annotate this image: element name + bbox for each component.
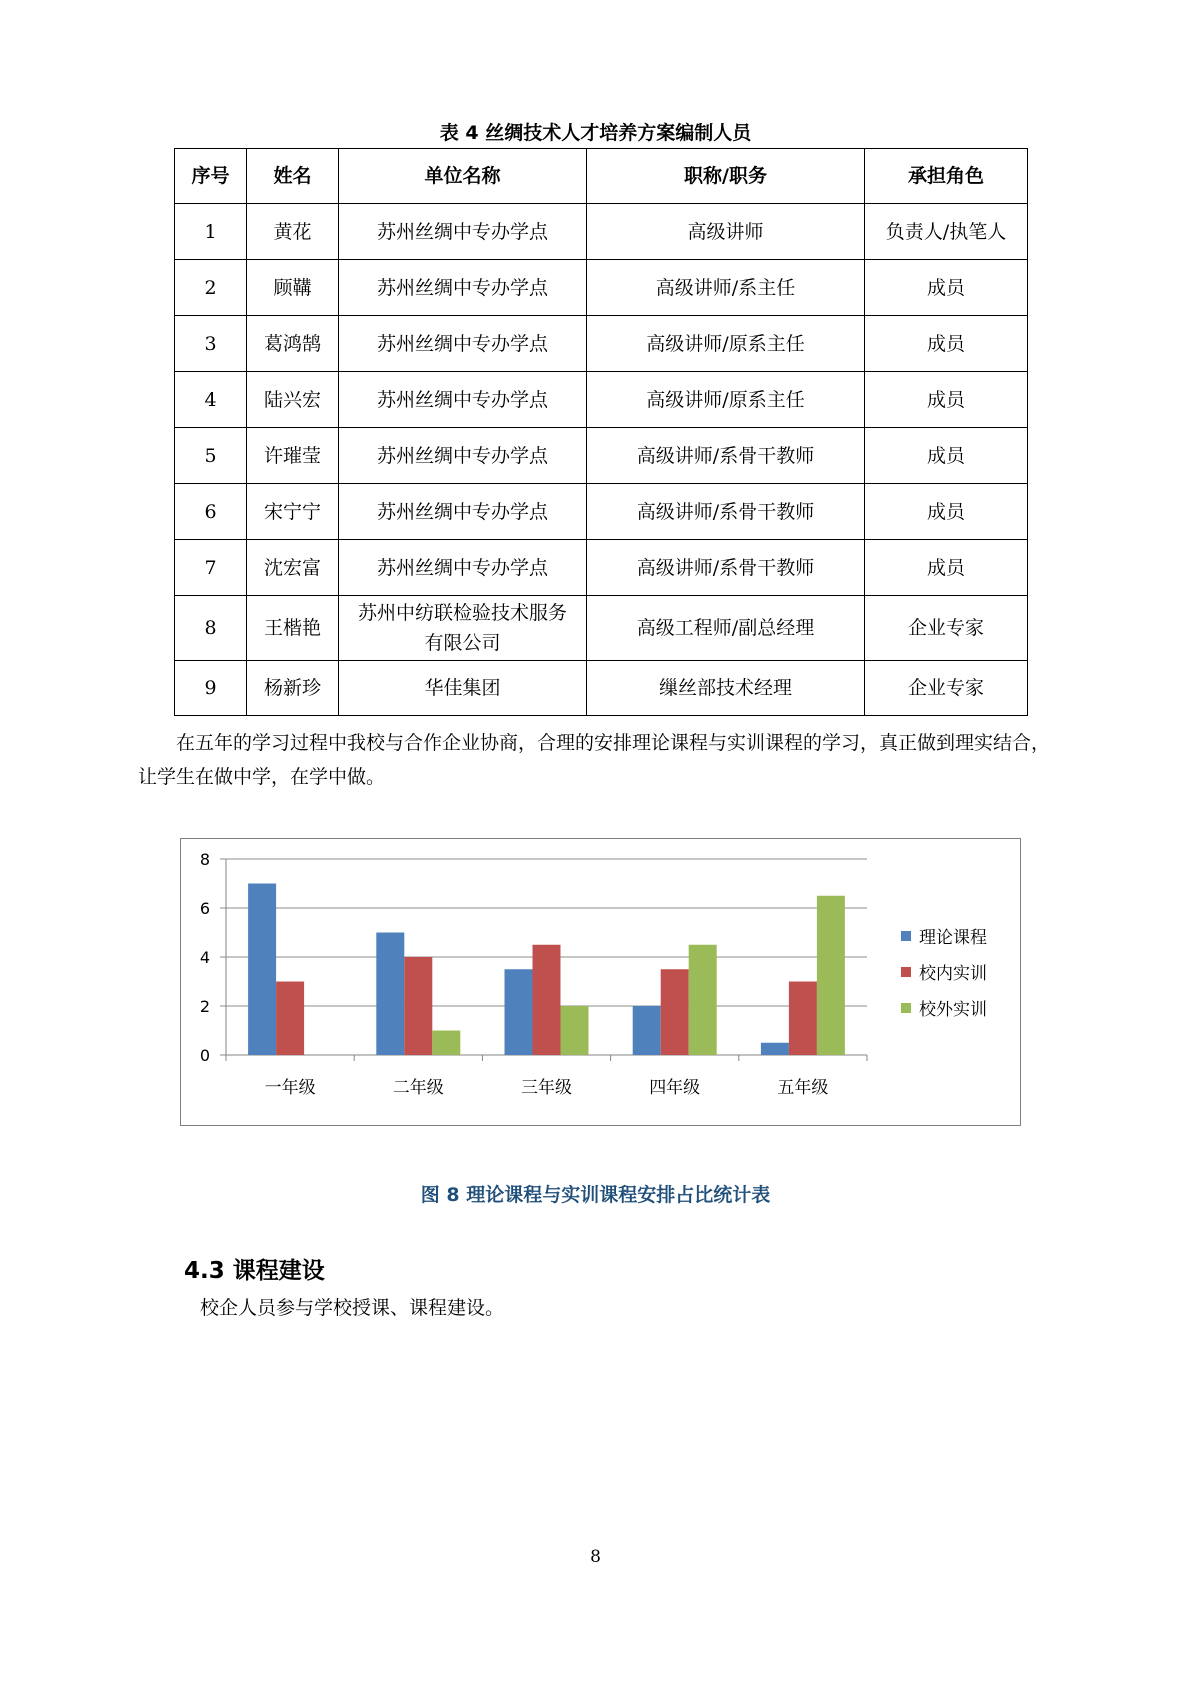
cell-name: 杨新珍: [247, 661, 339, 716]
x-tick-label: 三年级: [521, 1078, 572, 1098]
table-row: [175, 596, 1028, 661]
body-paragraph: 在五年的学习过程中我校与合作企业协商，合理的安排理论课程与实训课程的学习，真正做到理实结合，让学生在做中学，在学中做。: [138, 732, 1051, 788]
cell-unit: 华佳集团: [339, 661, 587, 716]
cell-index: 7: [175, 540, 247, 596]
cell-index: 9: [175, 661, 247, 716]
legend-swatch: [901, 967, 911, 977]
page-number: 8: [590, 1547, 601, 1567]
table-row: [175, 540, 1028, 596]
cell-title: 高级讲师/原系主任: [587, 316, 865, 372]
table-row: [175, 428, 1028, 484]
table-row: [175, 661, 1028, 716]
table-caption: 表 4 丝绸技术人才培养方案编制人员: [439, 122, 752, 144]
cell-unit: 苏州丝绸中专办学点: [339, 372, 587, 428]
cell-role: 成员: [865, 316, 1028, 372]
cell-unit: 苏州丝绸中专办学点: [339, 428, 587, 484]
table-row: [175, 484, 1028, 540]
cell-index: 1: [175, 204, 247, 260]
table-row: [175, 316, 1028, 372]
cell-unit: 苏州丝绸中专办学点: [339, 204, 587, 260]
legend-label: 校内实训: [919, 964, 987, 984]
bar: [533, 945, 561, 1055]
bar: [661, 969, 689, 1055]
cell-unit: 苏州丝绸中专办学点: [339, 316, 587, 372]
cell-index: 6: [175, 484, 247, 540]
legend-swatch: [901, 931, 911, 941]
cell-title: 高级讲师/系主任: [587, 260, 865, 316]
cell-unit: 苏州丝绸中专办学点: [339, 540, 587, 596]
y-tick-label: 2: [199, 997, 210, 1016]
cell-unit: 苏州中纺联检验技术服务有限公司: [339, 596, 587, 661]
y-tick-label: 6: [199, 899, 210, 918]
legend-label: 校外实训: [919, 1000, 987, 1020]
section-heading: 4.3 课程建设: [184, 1258, 325, 1284]
header-cell: 承担角色: [865, 149, 1028, 204]
table-header-row: [175, 149, 1028, 204]
y-tick-label: 8: [199, 850, 210, 869]
cell-title: 高级讲师: [587, 204, 865, 260]
cell-role: 成员: [865, 428, 1028, 484]
cell-name: 许璀莹: [247, 428, 339, 484]
cell-name: 葛鸿鹄: [247, 316, 339, 372]
bar: [432, 1031, 460, 1056]
cell-unit: 苏州丝绸中专办学点: [339, 484, 587, 540]
cell-name: 陆兴宏: [247, 372, 339, 428]
bar: [376, 933, 404, 1056]
y-tick-label: 4: [199, 948, 210, 967]
cell-title: 高级讲师/系骨干教师: [587, 428, 865, 484]
cell-role: 负责人/执笔人: [865, 204, 1028, 260]
header-cell: 序号: [175, 149, 247, 204]
x-tick-label: 五年级: [777, 1078, 829, 1098]
x-tick-label: 四年级: [649, 1078, 701, 1098]
bar: [404, 957, 432, 1055]
cell-role: 企业专家: [865, 661, 1028, 716]
bar: [789, 982, 817, 1056]
bar-chart: [181, 839, 1020, 1125]
legend-label: 理论课程: [919, 928, 987, 948]
chart-container: [180, 838, 1021, 1126]
header-cell: 职称/职务: [587, 149, 865, 204]
figure-caption: 图 8 理论课程与实训课程安排占比统计表: [420, 1184, 771, 1206]
cell-role: 企业专家: [865, 596, 1028, 661]
bar: [633, 1006, 661, 1055]
cell-name: 宋宁宁: [247, 484, 339, 540]
cell-role: 成员: [865, 540, 1028, 596]
cell-unit: 苏州丝绸中专办学点: [339, 260, 587, 316]
cell-role: 成员: [865, 372, 1028, 428]
bar: [276, 982, 304, 1056]
table-row: [175, 372, 1028, 428]
cell-role: 成员: [865, 260, 1028, 316]
cell-title: 高级工程师/副总经理: [587, 596, 865, 661]
legend-swatch: [901, 1003, 911, 1013]
cell-name: 黄花: [247, 204, 339, 260]
cell-index: 8: [175, 596, 247, 661]
cell-name: 顾鞲: [247, 260, 339, 316]
cell-index: 4: [175, 372, 247, 428]
cell-name: 王楷艳: [247, 596, 339, 661]
table-row: [175, 204, 1028, 260]
header-cell: 姓名: [247, 149, 339, 204]
cell-index: 3: [175, 316, 247, 372]
bar: [817, 896, 845, 1055]
bar: [561, 1006, 589, 1055]
cell-title: 高级讲师/原系主任: [587, 372, 865, 428]
x-tick-label: 一年级: [264, 1078, 316, 1098]
cell-name: 沈宏富: [247, 540, 339, 596]
cell-title: 高级讲师/系骨干教师: [587, 484, 865, 540]
y-tick-label: 0: [199, 1046, 210, 1065]
section-body: 校企人员参与学校授课、课程建设。: [200, 1297, 505, 1319]
bar: [761, 1043, 789, 1055]
header-cell: 单位名称: [339, 149, 587, 204]
cell-index: 2: [175, 260, 247, 316]
table-row: [175, 260, 1028, 316]
bar: [505, 969, 533, 1055]
cell-title: 缫丝部技术经理: [587, 661, 865, 716]
cell-title: 高级讲师/系骨干教师: [587, 540, 865, 596]
cell-index: 5: [175, 428, 247, 484]
staff-table: [174, 148, 1028, 716]
bar: [248, 884, 276, 1056]
x-tick-label: 二年级: [392, 1078, 444, 1098]
bar: [689, 945, 717, 1055]
cell-role: 成员: [865, 484, 1028, 540]
